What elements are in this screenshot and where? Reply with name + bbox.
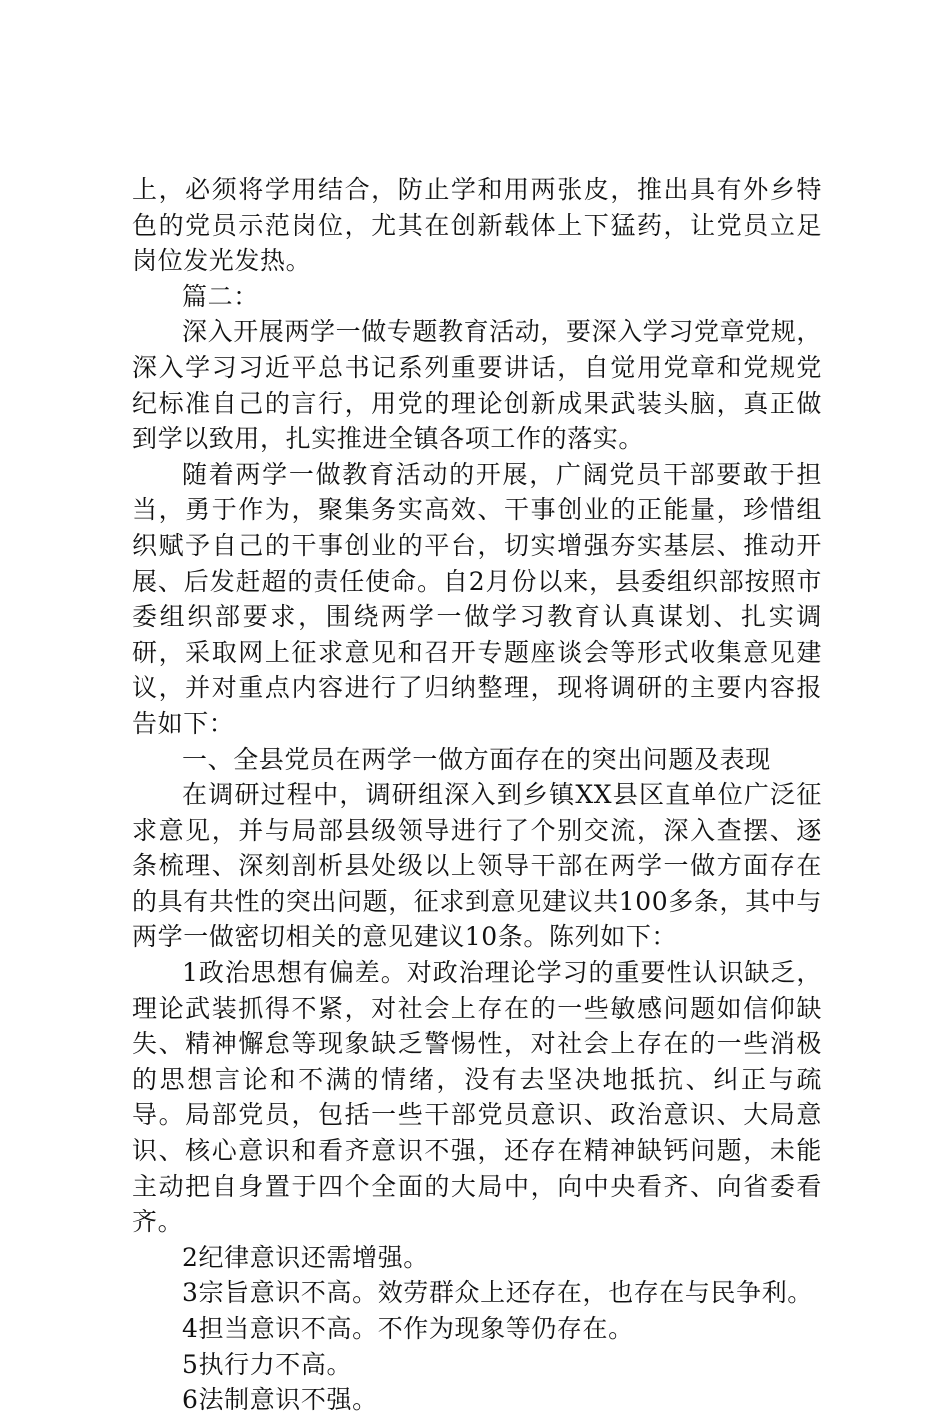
paragraph-intro: 深入开展两学一做专题教育活动，要深入学习党章党规，深入学习习近平总书记系列重要讲话，自觉用党章和党规党纪标准自己的言行，用党的理论创新成果武装头脑，真正做到学以致用，扎实推进全镇各项工作的落实。 — [132, 317, 823, 454]
paragraph-research: 在调研过程中，调研组深入到乡镇XX县区直单位广泛征求意见，并与局部县级领导进行了个别交流，深入查摆、逐条梳理、深刻剖析县处级以上领导干部在两学一做方面存在的具有共性的突出问题，征求到意见建议共100多条，其中与两学一做密切相关的意见建议10条。陈列如下： — [132, 780, 822, 952]
section-heading-part-two: 篇二： — [182, 281, 259, 311]
list-item-3: 3宗旨意识不高。效劳群众上还存在，也存在与民争利。 — [182, 1278, 813, 1308]
list-item-6: 6法制意识不强。 — [182, 1385, 378, 1415]
section-heading-problems: 一、全县党员在两学一做方面存在的突出问题及表现 — [182, 744, 771, 774]
paragraph-background: 随着两学一做教育活动的开展，广阔党员干部要敢于担当，勇于作为，聚集务实高效、干事创业的正能量，珍惜组织赋予自己的干事创业的平台，切实增强夯实基层、推动开展、后发赶超的责任使命。自2月份以来，县委组织部按照市委组织部要求，围绕两学一做学习教育认真谋划、扎实调研，采取网上征求意见和召开专题座谈会等形式收集意见建议，并对重点内容进行了归纳整理，现将调研的主要内容报告如下： — [132, 459, 822, 738]
list-item-4: 4担当意识不高。不作为现象等仍存在。 — [182, 1314, 634, 1343]
paragraph-continuation: 上，必须将学用结合，防止学和用两张皮，推出具有外乡特色的党员示范岗位，尤其在创新载体上下猛药，让党员立足岗位发光发热。 — [132, 175, 822, 276]
list-item-2: 2纪律意识还需增强。 — [182, 1242, 429, 1272]
list-item-5: 5执行力不高。 — [182, 1349, 353, 1379]
document-page — [132, 172, 822, 1418]
list-item-1: 1政治思想有偏差。对政治理论学习的重要性认识缺乏，理论武装抓得不紧，对社会上存在的一些敏感问题如信仰缺失、精神懈怠等现象缺乏警惕性，对社会上存在的一些消极的思想言论和不满的情绪，没有去坚决地抵抗、纠正与疏导。局部党员，包括一些干部党员意识、政治意识、大局意识、核心意识和看齐意识不强，还存在精神缺钙问题，未能主动把自身置于四个全面的大局中，向中央看齐、向省委看齐。 — [132, 958, 822, 1237]
